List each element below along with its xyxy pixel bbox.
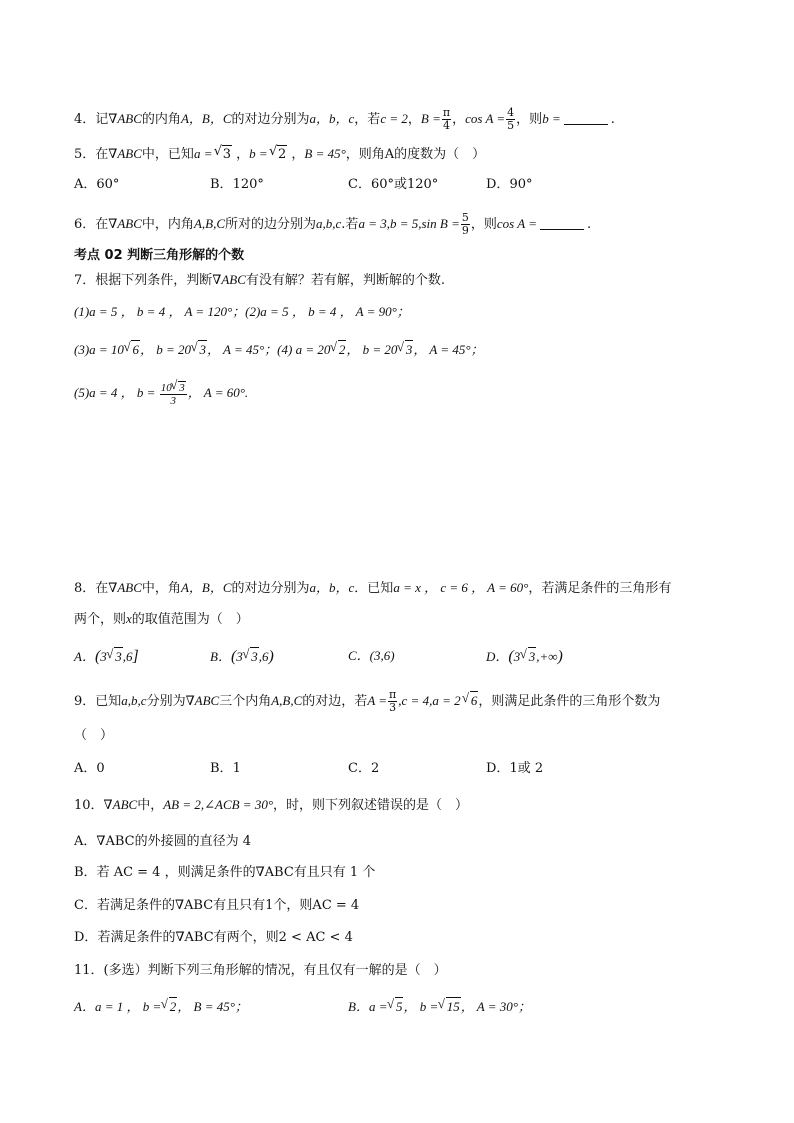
- question-5: 5．在∇ABC中，已知a = √ 3 ，b = √ 2 ，B = 45°，则角A的度数为（ ）: [74, 145, 485, 164]
- q9-frac-num: π: [389, 688, 397, 701]
- option-value: 2: [370, 761, 380, 776]
- q5-sqrt-a: √ 3: [222, 145, 232, 164]
- q9-option-c[interactable]: [348, 760, 379, 778]
- q10-option-d[interactable]: [74, 929, 353, 947]
- q9-text1: 分别为: [146, 694, 186, 709]
- q10-option-b[interactable]: [74, 864, 375, 882]
- option-text: 若满足条件的∇ABC有且只有1个，则AC = 4: [96, 898, 360, 913]
- option-bracket-right: ): [268, 648, 274, 665]
- question-6: [74, 212, 591, 237]
- q8-text1: 中，角: [141, 581, 181, 596]
- q4-cond-b: B =: [420, 111, 441, 126]
- question-11: 11．(多选）判断下列三角形解的情况，有且仅有一解的是（ ）: [74, 963, 447, 978]
- option-sqrt: √ 3: [114, 647, 123, 666]
- option-post: ,6: [258, 649, 269, 664]
- q7-c3-mid2: ， A = 45°；(4) a = 20: [206, 342, 331, 357]
- option-letter: C．: [348, 761, 371, 776]
- option-text: ∇ABC的外接圆的直径为 4: [96, 834, 252, 849]
- triangle-abc: ∇ABC: [108, 146, 142, 161]
- q6-text2: 所对的边分别为: [225, 217, 317, 232]
- option-letter: C．: [348, 177, 371, 192]
- q8-angles: A，B，C: [180, 580, 232, 595]
- q9-frac-den: 3: [389, 701, 397, 714]
- q5-b: b =: [249, 146, 268, 161]
- q4-cond-c: c = 2: [380, 111, 408, 126]
- option-letter: A．: [74, 999, 95, 1014]
- q4-frac-cos-num: 4: [507, 106, 515, 119]
- option-sqrt-2: √ 15: [446, 997, 461, 1016]
- triangle-abc: ∇ABC: [212, 272, 246, 287]
- q7-sqrt-2: √ 3: [198, 340, 207, 359]
- option-letter: A．: [74, 761, 97, 776]
- q7-c5-frac-den: 3: [170, 395, 176, 407]
- triangle-abc: ∇ABC: [108, 111, 142, 126]
- q4-text4: ，则: [516, 112, 543, 127]
- option-letter: B．: [348, 999, 369, 1014]
- triangle-abc: ∇ABC: [108, 580, 142, 595]
- q10-prefix: 10．: [74, 798, 104, 813]
- option-sqrt: √ 2: [169, 997, 178, 1016]
- q8-option-a[interactable]: [74, 647, 139, 666]
- q4-frac-cos-den: 5: [507, 119, 515, 132]
- option-text: 若 AC = 4 ，则满足条件的∇ABC有且只有 1 个: [96, 865, 376, 880]
- q10-cond: AB = 2,∠ACB = 30°: [163, 797, 274, 812]
- q6-text4: ，则: [470, 217, 497, 232]
- q8-text3: ．已知: [354, 581, 394, 596]
- q7-condition-5: [74, 381, 248, 407]
- q5-a: a =: [193, 146, 213, 161]
- q7-c3-mid3: ， b = 20: [346, 342, 398, 357]
- question-9: [74, 689, 660, 714]
- q4-angles: A，B，C: [180, 111, 232, 126]
- q4-text1: 的内角: [141, 112, 181, 127]
- q6-ask: cos A =: [496, 216, 537, 231]
- option-mid: ， b =: [403, 999, 439, 1014]
- q9-text2: 三个内角: [219, 694, 272, 709]
- q8-option-c[interactable]: [348, 647, 395, 665]
- q7-suffix: 有没有解？若有解，判断解的个数.: [245, 273, 446, 288]
- q10-option-a[interactable]: [74, 833, 251, 851]
- q6-sides: a,b,c: [316, 216, 342, 231]
- q7-prefix: 7．根据下列条件，判断: [74, 273, 213, 288]
- q7-sqrt-3: √ 2: [338, 340, 347, 359]
- q9-option-b[interactable]: [210, 760, 241, 778]
- q8-option-d[interactable]: [486, 647, 563, 666]
- q7-c3-end: ， A = 45°；: [413, 342, 484, 357]
- q4-prefix: 4．记: [74, 112, 109, 127]
- triangle-abc: ∇ABC: [185, 693, 220, 708]
- question-4: 4．记∇ABC的内角A，B，C的对边分别为a，b，c，若c = 2，B = $\frac{\pi}{4}$ ，cos A = $\frac{4}{5}$ ，则b = .: [74, 106, 615, 132]
- option-value: 0: [96, 761, 105, 776]
- q6-text3: .若: [341, 217, 359, 232]
- option-pre: a = 1 ， b =: [94, 999, 162, 1014]
- option-letter: C．: [74, 898, 97, 913]
- q6-cond: a = 3,b = 5,sin B =: [358, 216, 460, 231]
- section-heading: 考点 02 判断三角形解的个数: [74, 248, 245, 263]
- q10-text1: 中，: [137, 798, 164, 813]
- q6-frac-den: 9: [461, 224, 469, 237]
- q9-option-a[interactable]: [74, 760, 105, 778]
- q4-cond-cos: cos A =: [465, 111, 506, 126]
- q7-sqrt-4: √ 3: [405, 340, 414, 359]
- option-letter: B．: [210, 177, 233, 192]
- question-7: [74, 271, 445, 290]
- option-letter: C．: [348, 648, 370, 663]
- q7-condition-3-4: [74, 340, 484, 359]
- option-bracket-left: (: [230, 648, 237, 665]
- q8-text2: 的对边分别为: [231, 581, 310, 596]
- q8-prefix: 8．在: [74, 581, 109, 596]
- q5-text1: 中，已知: [141, 147, 194, 162]
- option-value: 60°或120°: [370, 177, 439, 192]
- q8-sides: a，b，c: [309, 580, 355, 595]
- option-pre: a =: [368, 999, 388, 1014]
- q6-frac-num: 5: [461, 211, 469, 224]
- q9-prefix: 9．已知: [74, 694, 122, 709]
- option-text: 若满足条件的∇ABC有两个，则2 < AC < 4: [97, 930, 353, 945]
- q10-text2: ，时，则下列叙述错误的是（ ）: [273, 798, 469, 813]
- option-post: ， A = 30°；: [460, 999, 531, 1014]
- q11-option-b[interactable]: [348, 997, 531, 1016]
- option-post: ,+∞: [536, 649, 558, 664]
- option-sqrt: √ 3: [528, 647, 537, 666]
- q8-var: x: [126, 611, 132, 626]
- q8-cond: a = x ， c = 6 ， A = 60°: [393, 580, 529, 595]
- q4-end: .: [610, 112, 615, 127]
- q6-text1: 中，内角: [141, 217, 194, 232]
- option-value: 90°: [509, 177, 533, 192]
- triangle-abc: ∇ABC: [103, 797, 138, 812]
- question-10: [74, 796, 468, 815]
- q9-text3: 的对边，若: [302, 694, 368, 709]
- q4-text2: 的对边分别为: [231, 112, 310, 127]
- question-8: [74, 579, 671, 598]
- q9-frac: [388, 689, 397, 714]
- q6-angles: A,B,C: [193, 216, 225, 231]
- q8-option-b[interactable]: [210, 647, 274, 666]
- q6-end: .: [586, 217, 592, 232]
- q5-option-a[interactable]: [74, 176, 119, 194]
- option-bracket-left: (: [508, 648, 514, 665]
- q5-text2: ，则角A的度数为（ ）: [345, 147, 486, 162]
- option-post: ,6: [122, 649, 133, 664]
- q5-option-b[interactable]: [210, 176, 264, 194]
- option-bracket-right: ): [557, 648, 563, 665]
- q7-c5-frac: [160, 381, 187, 407]
- triangle-abc: ∇ABC: [108, 216, 142, 231]
- q6-frac: [461, 212, 470, 237]
- option-value: 1: [232, 761, 241, 776]
- option-pre: 3: [100, 649, 107, 664]
- q7-sqrt-1: √ 6: [131, 340, 140, 359]
- q8-text4: ，若满足条件的三角形有: [528, 581, 672, 596]
- q9-cond: ,c = 4,a = 2: [398, 693, 461, 708]
- q11-option-a[interactable]: [74, 997, 248, 1016]
- q4-frac-b-den: 4: [442, 119, 450, 132]
- q9-option-d[interactable]: [486, 760, 543, 778]
- option-pre: 3: [513, 649, 521, 664]
- answer-blank[interactable]: [540, 217, 584, 230]
- q4-ask: b =: [542, 111, 561, 126]
- option-letter: A．: [74, 177, 97, 192]
- q9-sides: a,b,c: [121, 693, 147, 708]
- option-letter: D．: [74, 930, 98, 945]
- q7-c5-frac-num: [160, 381, 187, 395]
- q7-c5-num-pre: 10: [160, 382, 172, 394]
- q10-option-c[interactable]: [74, 897, 359, 915]
- option-letter: D．: [486, 177, 510, 192]
- option-letter: D．: [486, 761, 510, 776]
- option-bracket-left: (: [94, 648, 101, 665]
- q5-option-d[interactable]: [486, 176, 532, 194]
- q7-c3-pre: (3)a = 10: [74, 342, 124, 357]
- option-letter: D．: [486, 649, 509, 664]
- option-letter: A．: [74, 834, 97, 849]
- option-value: 120°: [232, 177, 264, 192]
- option-post: ， B = 45°；: [177, 999, 248, 1014]
- answer-blank[interactable]: [564, 112, 608, 125]
- option-letter: A．: [74, 649, 95, 664]
- q5-angle-b: B = 45°: [304, 146, 346, 161]
- option-pre: (3,6): [369, 648, 395, 663]
- option-sqrt-1: √ 5: [395, 997, 404, 1016]
- q5-option-c[interactable]: [348, 176, 438, 194]
- q7-c3-mid: ， b = 20: [139, 342, 191, 357]
- q9-sqrt: √ 6: [470, 691, 479, 710]
- q8-line2: 两个，则: [74, 612, 127, 627]
- q6-prefix: 6．在: [74, 217, 109, 232]
- q4-frac-b: [442, 107, 451, 132]
- q4-frac-b-num: π: [442, 106, 451, 119]
- q4-text3: ，若: [354, 112, 381, 127]
- q7-condition-1-2: (1)a = 5 ， b = 4 ， A = 120°；(2)a = 5 ， b = 4 ， A = 90°；: [74, 304, 410, 319]
- option-value: 60°: [96, 177, 120, 192]
- q7-c5-end: ， A = 60°.: [187, 384, 249, 400]
- option-letter: B．: [210, 649, 231, 664]
- q9-line2: （ ）: [74, 728, 114, 743]
- q7-c5-sqrt: √ 3: [178, 381, 186, 394]
- q5-prefix: 5．在: [74, 147, 109, 162]
- q9-angle-a: A =: [367, 693, 388, 708]
- option-sqrt: √ 3: [250, 647, 259, 666]
- q4-sides: a，b，c: [309, 111, 355, 126]
- option-bracket-right: ]: [132, 648, 139, 665]
- q9-text4: ，则满足此条件的三角形个数为: [478, 694, 661, 709]
- question-8-line2: [74, 610, 249, 629]
- q9-angles: A,B,C: [271, 693, 303, 708]
- option-letter: B．: [74, 865, 97, 880]
- option-letter: B．: [210, 761, 233, 776]
- option-pre: 3: [236, 649, 243, 664]
- q7-c5-pre: (5)a = 4 ， b =: [74, 384, 156, 400]
- q5-sqrt-b: √ 2: [277, 145, 287, 164]
- option-value: 1或 2: [509, 761, 544, 776]
- q8-line2-end: 的取值范围为（ ）: [131, 612, 249, 627]
- q4-frac-cos: [506, 107, 515, 132]
